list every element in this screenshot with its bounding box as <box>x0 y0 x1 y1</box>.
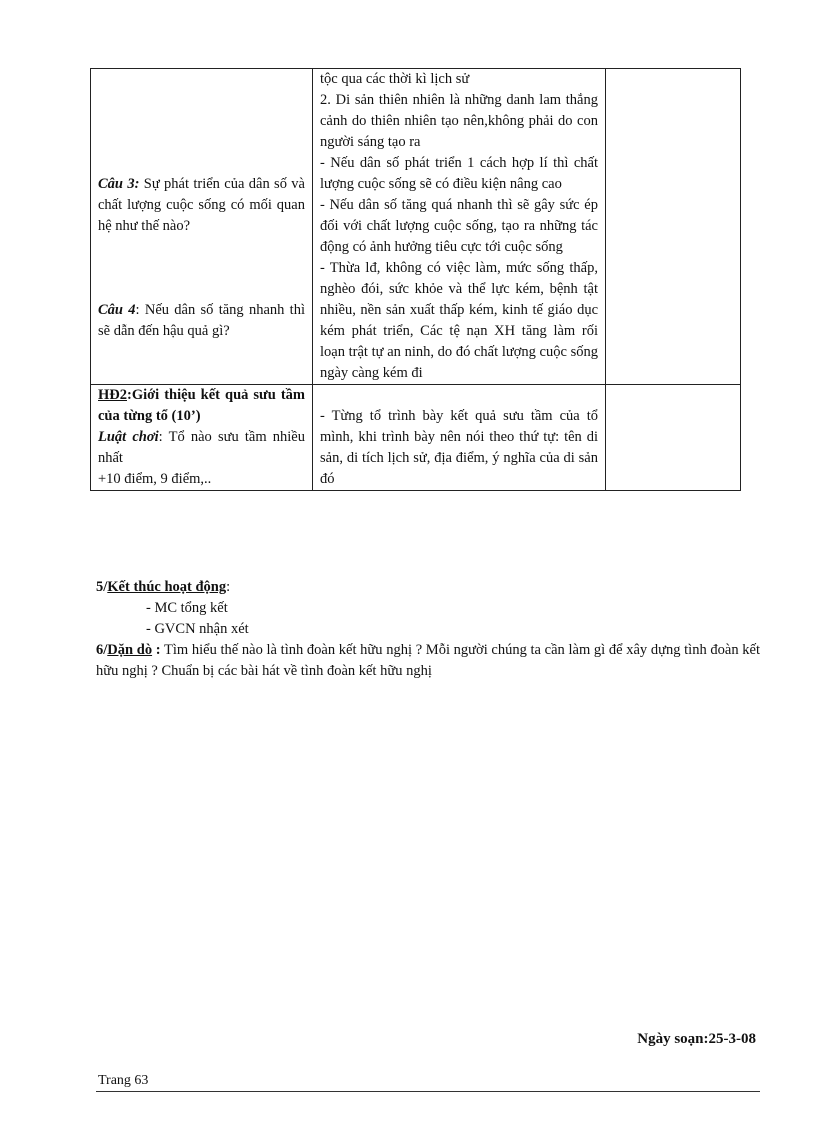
answer-line: - Thừa lđ, không có việc làm, mức sống thấp, nghèo đói, sức khỏe và thể lực kém, bệnh tật nhiều, nền sản xuất thấp kém, kinh tế giáo dục kém phát triển, Các tệ nạn XH tăng làm rối loạn trật tự an ninh, do đó chất lượng cuộc sống ngày càng kém đi <box>320 260 598 381</box>
answer-cell <box>313 385 606 491</box>
section-5-heading: 5/Kết thúc hoạt động: <box>96 579 231 595</box>
activity-table <box>90 68 741 491</box>
list-item: - GVCN nhận xét <box>146 621 249 637</box>
table-row <box>91 69 741 385</box>
section-6: 6/Dặn dò : Tìm hiểu thế nào là tình đoàn kết hữu nghị ? Mỗi người chúng ta cần làm gì để xây dựng tình đoàn kết hữu nghị ? Chuẩn bị các bài hát về tình đoàn kết hữu nghị <box>96 642 760 679</box>
hd2-heading: HĐ2:Giới thiệu kết quả sưu tầm của từng tổ (10’) <box>98 387 305 424</box>
question-3: Câu 3: Sự phát triển của dân số và chất lượng cuộc sống có mối quan hệ như thế nào? <box>98 176 305 234</box>
answer-line: - Nếu dân số phát triển 1 cách hợp lí thì chất lượng cuộc sống sẽ có điều kiện nâng cao <box>320 155 598 192</box>
page-footer: Trang 63 <box>98 1073 149 1088</box>
table-row <box>91 385 741 491</box>
list-item: - MC tổng kết <box>146 600 228 616</box>
notes-cell <box>606 385 741 491</box>
notes-cell <box>606 69 741 385</box>
game-score: +10 điểm, 9 điểm,.. <box>98 471 212 487</box>
answer-cell <box>313 69 606 385</box>
answer-line: 2. Di sản thiên nhiên là những danh lam thắng cảnh do thiên nhiên tạo nên,không phải do con người sáng tạo ra <box>320 92 598 150</box>
answer-line: - Nếu dân số tăng quá nhanh thì sẽ gây sức ép đối với chất lượng cuộc sống, tạo ra những tác động có ảnh hưởng tiêu cực tới cuộc sống <box>320 197 598 255</box>
answer-line: - Từng tổ trình bày kết quả sưu tầm của tổ mình, khi trình bày nên nói theo thứ tự: tên di sản, di tích lịch sử, địa điểm, ý nghĩa của di sản đó <box>320 408 598 487</box>
game-rule: Luật chơi: Tổ nào sưu tầm nhiều nhất <box>98 429 305 466</box>
prepared-date: Ngày soạn:25-3-08 <box>637 1031 756 1047</box>
question-cell <box>91 69 313 385</box>
answer-line: tộc qua các thời kì lịch sử <box>320 71 470 87</box>
footer-rule <box>96 1091 760 1092</box>
question-4: Câu 4: Nếu dân số tăng nhanh thì sẽ dẫn đến hậu quả gì? <box>98 302 305 339</box>
activity-cell <box>91 385 313 491</box>
